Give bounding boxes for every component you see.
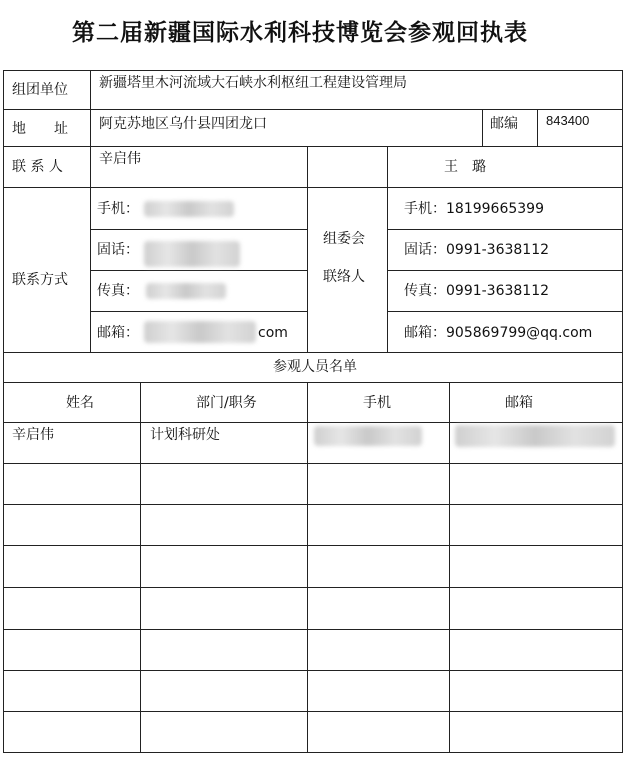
participant-dept: 计划科研处 (150, 427, 220, 443)
contact-label: 联 系 人 (12, 159, 63, 175)
redacted-fax (146, 283, 226, 299)
left-email-label: 邮箱： (97, 325, 139, 341)
participants-title: 参观人员名单 (273, 359, 357, 375)
right-email: 邮箱：905869799@qq.com (404, 325, 593, 341)
header-name: 姓名 (66, 395, 94, 411)
right-phone: 手机：18199665399 (404, 201, 544, 217)
header-email: 邮箱 (505, 395, 533, 411)
right-tel: 固话：0991-3638112 (404, 242, 550, 258)
left-tel-label: 固话： (97, 242, 139, 258)
page-title: 第二届新疆国际水利科技博览会参观回执表 (72, 19, 528, 46)
committee-contact-name: 王 璐 (444, 159, 486, 175)
right-fax: 传真：0991-3638112 (404, 283, 550, 299)
redacted-phone (144, 201, 234, 217)
address-value: 阿克苏地区乌什县四团龙口 (99, 116, 267, 132)
participant-name: 辛启伟 (12, 427, 54, 443)
contact-method-label: 联系方式 (12, 272, 68, 288)
redacted-participant-phone (314, 426, 422, 446)
committee-label-1: 组委会 (323, 231, 365, 247)
left-phone-label: 手机： (97, 201, 139, 217)
address-label: 地 址 (12, 121, 68, 137)
redacted-email (144, 321, 256, 343)
header-dept: 部门/职务 (196, 395, 257, 411)
postcode-value: 843400 (546, 113, 590, 128)
committee-label-2: 联络人 (323, 269, 365, 285)
org-value: 新疆塔里木河流域大石峡水利枢纽工程建设管理局 (99, 75, 407, 91)
redacted-tel (144, 241, 240, 267)
postcode-label: 邮编 (490, 116, 518, 132)
redacted-participant-email (455, 425, 615, 447)
header-phone: 手机 (363, 395, 391, 411)
left-fax-label: 传真： (97, 283, 139, 299)
contact-value: 辛启伟 (99, 151, 141, 167)
left-email-tail: com (258, 325, 288, 341)
org-label: 组团单位 (12, 82, 68, 98)
